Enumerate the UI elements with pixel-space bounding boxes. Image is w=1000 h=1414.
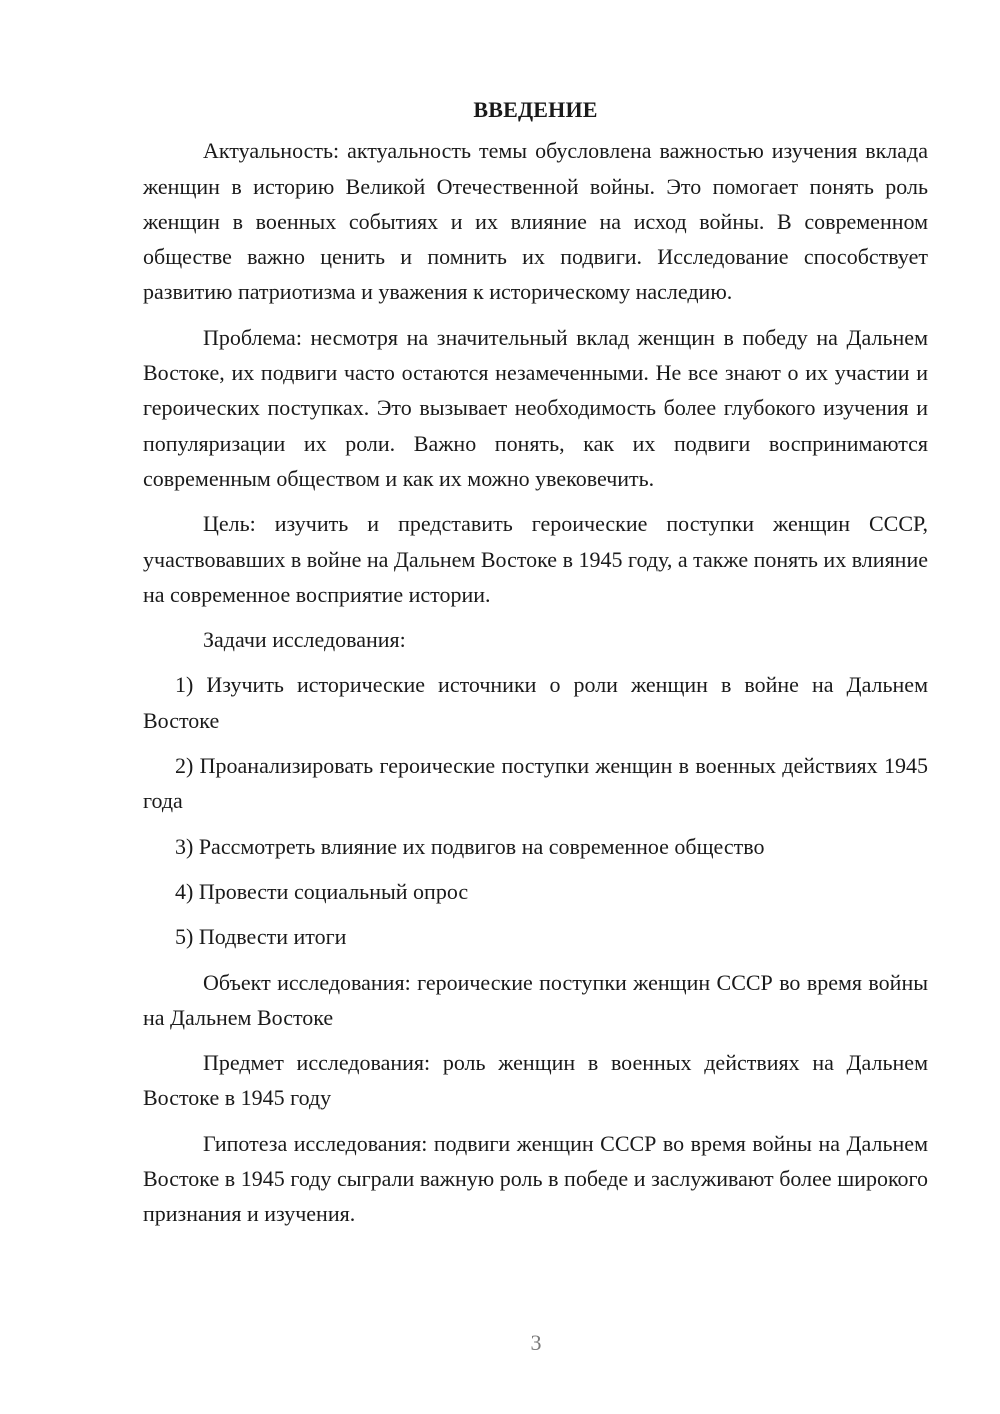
paragraph-object: Объект исследования: героические поступки женщин СССР во время войны на Дальнем Востоке <box>143 969 928 1030</box>
paragraph-relevance: Актуальность: актуальность темы обусловлена важностью изучения вклада женщин в историю Великой Отечественной войны. Это помогает понять роль женщин в военных событиях и их влияние на исход войны. В современном обществе важно ценить и помнить их подвиги. Исследование способствует развитию патриотизма и уважения к историческому наследию. <box>143 138 928 305</box>
task-item-1: 1) Изучить исторические источники о роли женщин в войне на Дальнем Востоке <box>143 672 928 733</box>
document-body <box>143 92 928 1242</box>
tasks-heading: Задачи исследования: <box>203 627 406 653</box>
task-item-3: 3) Рассмотреть влияние их подвигов на современное общество <box>175 833 765 859</box>
page-number: 3 <box>530 1330 542 1355</box>
paragraph-goal: Цель: изучить и представить героические поступки женщин СССР, участвовавших в войне на Дальнем Востоке в 1945 году, а также понять их влияние на современное восприятие истории. <box>143 511 928 607</box>
paragraph-problem: Проблема: несмотря на значительный вклад женщин в победу на Дальнем Востоке, их подвиги часто остаются незамеченными. Не все знают о их участии и героических поступках. Это вызывает необходимость более глубокого изучения и популяризации их роли. Важно понять, как их подвиги воспринимаются современным обществом и как их можно увековечить. <box>143 324 928 491</box>
page-title: ВВЕДЕНИЕ <box>473 97 598 122</box>
task-item-4: 4) Провести социальный опрос <box>175 878 469 904</box>
task-item-5: 5) Подвести итоги <box>175 924 347 950</box>
paragraph-hypothesis: Гипотеза исследования: подвиги женщин СССР во время войны на Дальнем Востоке в 1945 году сыграли важную роль в победе и заслуживают более широкого признания и изучения. <box>143 1130 928 1227</box>
task-item-2: 2) Проанализировать героические поступки женщин в военных действиях 1945 года <box>143 753 928 814</box>
paragraph-subject: Предмет исследования: роль женщин в военных действиях на Дальнем Востоке в 1945 году <box>143 1050 928 1111</box>
